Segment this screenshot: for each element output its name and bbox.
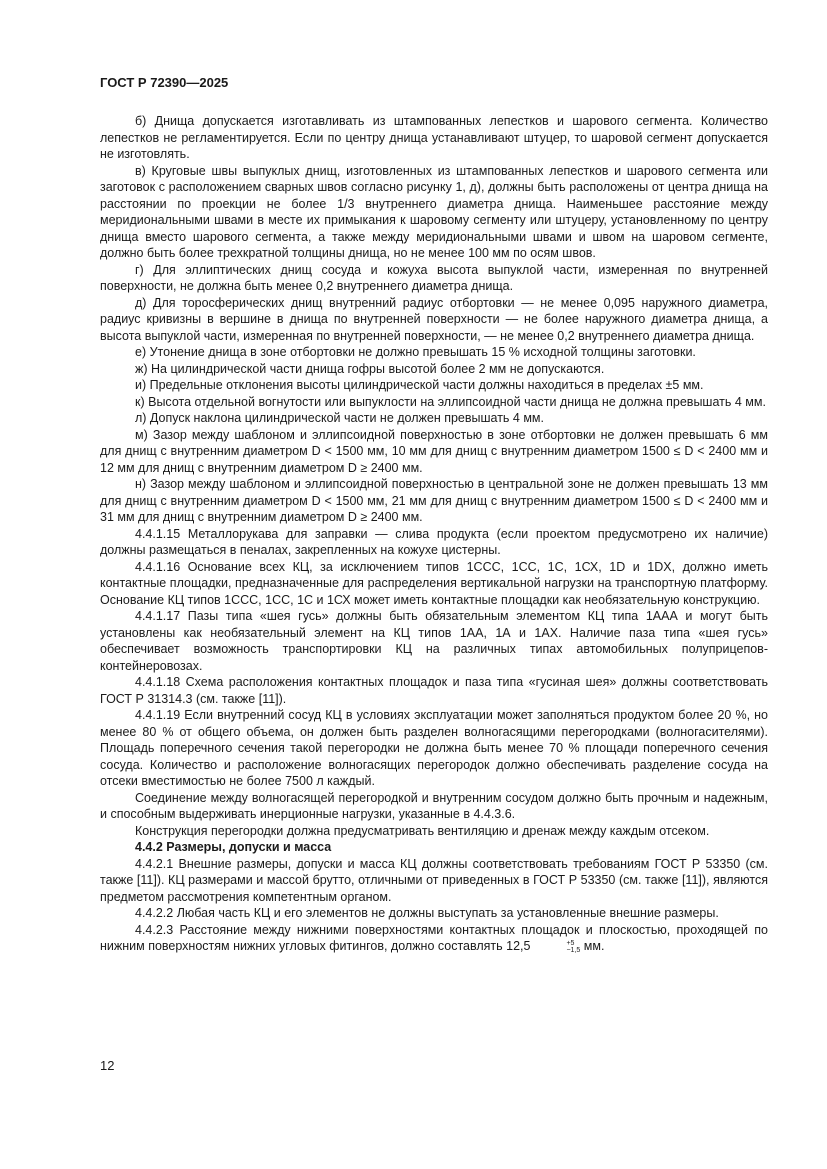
paragraph: н) Зазор между шаблоном и эллипсоидной поверхностью в центральной зоне не должен превышать 13 мм для днищ с внутренним диаметром D < 1500 мм, 21 мм для днищ с внутренним диаметром 1500 ≤ D < 2400 мм и 31 мм для днищ с внутренним диаметром D ≥ 2400 мм. xyxy=(100,477,768,524)
paragraph: ж) На цилиндрической части днища гофры высотой более 2 мм не допускаются. xyxy=(135,361,605,376)
document-id-header: ГОСТ Р 72390—2025 xyxy=(100,75,229,90)
paragraph: 4.4.1.16 Основание всех КЦ, за исключением типов 1ССС, 1СС, 1С, 1СХ, 1D и 1DX, должно иметь контактные площадки, предназначенные для распределения вертикальной нагрузки на транспортную платформу. Основание КЦ типов 1ССС, 1СС, 1С и 1СХ может иметь контактные площадки как необязательную конструкцию. xyxy=(100,559,768,607)
document-body xyxy=(100,113,768,955)
tolerance-upper: +5 xyxy=(566,939,575,947)
paragraph: г) Для эллиптических днищ сосуда и кожуха высота выпуклой части, измеренная по внутренней поверхности, не должна быть менее 0,2 внутреннего диаметра днища. xyxy=(100,262,768,293)
paragraph: в) Круговые швы выпуклых днищ, изготовленных из штампованных лепестков и шарового сегмента или заготовок с расположением сварных швов согласно рисунку 1, д), должны быть расположены от центра днища на расстоянии по проекции не более 1/3 внутреннего диаметра днища. Наименьшее расстояние между меридиональными швами в месте их примыкания к шаровому сегменту или штуцеру, установленному по центру днища вместо шарового сегмента, а также между меридиональными швами и швом на шаровом сегменте, должно быть более трехкратной толщины днища, но не менее 100 мм по осям швов. xyxy=(100,163,768,260)
paragraph: Конструкция перегородки должна предусматривать вентиляцию и дренаж между каждым отсеком. xyxy=(135,823,710,838)
paragraph: и) Предельные отклонения высоты цилиндрической части должны находиться в пределах ±5 мм. xyxy=(135,378,704,392)
paragraph: 4.4.1.15 Металлорукава для заправки — слива продукта (если проектом предусмотрено их наличие) должны размещаться в пеналах, закрепленных на кожухе цистерны. xyxy=(100,526,768,557)
paragraph: д) Для торосферических днищ внутренний радиус отбортовки — не менее 0,095 наружного диаметра, радиус кривизны в вершине в днища по внутренней поверхности — не более наружного диаметра днища, а высота выпуклой части, измеренная по внутренней поверхности, — не менее 0,2 внутреннего диаметра днища. xyxy=(100,295,768,343)
paragraph: 4.4.1.17 Пазы типа «шея гусь» должны быть обязательным элементом КЦ типа 1ААА и могут быть установлены как необязательный элемент на КЦ типов 1АА, 1А и 1АХ. Наличие паза типа «шея гусь» обеспечивает возможность транспортировки КЦ на различных типах автомобильных полуприцепов-контейнеровозах. xyxy=(100,609,768,673)
paragraph: Соединение между волногасящей перегородкой и внутренним сосудом должно быть прочным и надежным, и способным выдерживать инерционные нагрузки, указанные в 4.4.3.6. xyxy=(100,790,768,821)
paragraph: 4.4.2.2 Любая часть КЦ и его элементов не должны выступать за установленные внешние размеры. xyxy=(135,906,719,920)
paragraph: 4.4.2.1 Внешние размеры, допуски и масса КЦ должны соответствовать требованиям ГОСТ Р 53350 (см. также [11]). КЦ размерами и массой брутто, отличными от приведенных в ГОСТ Р 53350 (см. также [11]), являются предметом рассмотрения компетентным органом. xyxy=(100,856,768,904)
paragraph: 4.4.1.18 Схема расположения контактных площадок и паза типа «гусиная шея» должны соответствовать ГОСТ Р 31314.3 (см. также [11]). xyxy=(100,675,768,706)
section-heading: 4.4.2 Размеры, допуски и масса xyxy=(135,840,332,854)
paragraph-with-tolerance xyxy=(100,922,768,955)
paragraph: л) Допуск наклона цилиндрической части не должен превышать 4 мм. xyxy=(135,411,544,425)
paragraph: б) Днища допускается изготавливать из штампованных лепестков и шарового сегмента. Количество лепестков не регламентируется. Если по центру днища устанавливают штуцер, то шаровой сегмент допускается не изготовлять. xyxy=(100,114,768,161)
page-number: 12 xyxy=(100,1058,115,1073)
paragraph-text: 4.4.2.3 Расстояние между нижними поверхностями контактных площадок и плоскостью, проходящей по нижним поверхностям нижних угловых фитингов, должно составлять 12,5 xyxy=(100,922,768,953)
paragraph: 4.4.1.19 Если внутренний сосуд КЦ в условиях эксплуатации может заполняться продуктом более 20 %, но менее 80 % от общего объема, он должен быть разделен волногасящими перегородками (волногасителями). Площадь поперечного сечения такой перегородки не должна быть менее 70 % площади поперечного сечения сосуда. Количество и расположение волногасящих перегородок должно обеспечивать разделение сосуда на отсеки вместимостью не более 7500 л каждый. xyxy=(100,708,768,788)
tolerance-limits xyxy=(531,940,580,954)
unit-text: мм. xyxy=(580,939,605,953)
paragraph: е) Утонение днища в зоне отбортовки не должно превышать 15 % исходной толщины заготовки. xyxy=(135,345,696,359)
tolerance-lower: −1,5 xyxy=(566,946,581,954)
paragraph: к) Высота отдельной вогнутости или выпуклости на эллипсоидной части днища не должна превышать 4 мм. xyxy=(135,394,766,409)
paragraph: м) Зазор между шаблоном и эллипсоидной поверхностью в зоне отбортовки не должен превышать 6 мм для днищ с внутренним диаметром D < 1500 мм, 10 мм для днищ с внутренним диаметром 1500 ≤ D < 2400 мм и 12 мм для днищ с внутренним диаметром D ≥ 2400 мм. xyxy=(100,427,768,475)
